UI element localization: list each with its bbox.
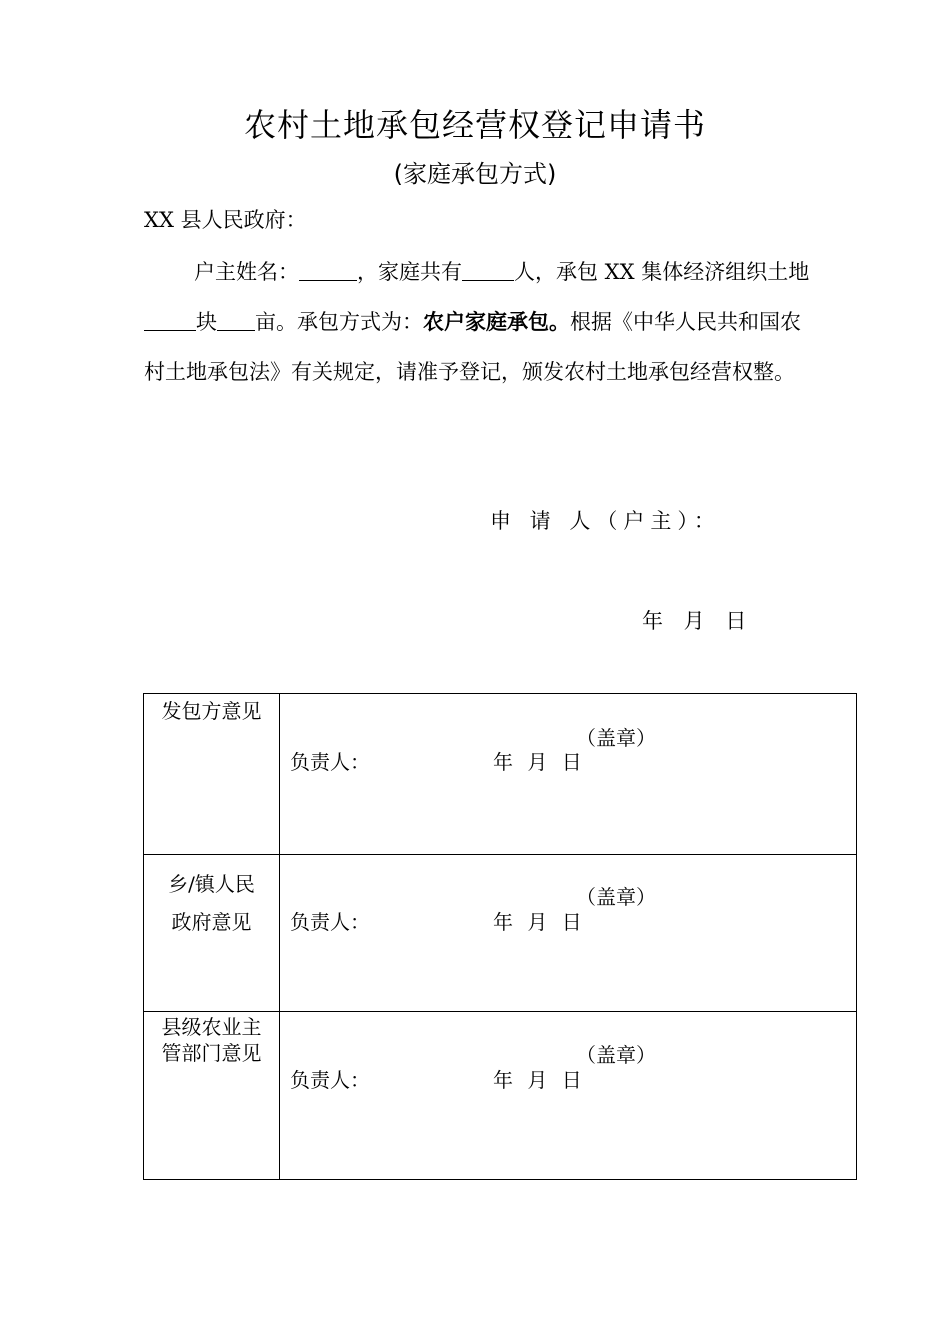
plot-count-blank[interactable]	[144, 310, 196, 331]
opinion-label: 县级农业主管部门意见	[144, 1012, 280, 1180]
family-members-blank[interactable]	[462, 260, 514, 281]
opinion-label: 发包方意见	[144, 694, 280, 855]
body-text-3: 人，承包 XX 集体经济组织土地	[514, 260, 810, 284]
body-text-2: ，家庭共有	[357, 260, 462, 284]
household-head-name-blank[interactable]	[299, 260, 357, 281]
body-text-7: 根据《中华人民共和国农村土地承包法》有关规定，请准予登记，颁发农村土地承包经营权整。	[144, 310, 801, 384]
contract-method: 农户家庭承包。	[423, 310, 570, 334]
body-text-5: 亩。承包方式为：	[255, 310, 423, 334]
body-text-4: 块	[196, 310, 217, 334]
area-mu-blank[interactable]	[217, 310, 255, 331]
responsible-label: 负责人：	[290, 910, 370, 934]
applicant-signature-label: 申 请 人（户主）：	[490, 509, 721, 533]
application-body	[144, 247, 812, 397]
body-text-1: 户主姓名：	[194, 260, 299, 284]
opinion-cell[interactable]	[280, 1012, 857, 1180]
responsible-label: 负责人：	[290, 750, 370, 774]
seal-label: （盖章）	[576, 885, 656, 909]
responsible-label: 负责人：	[290, 1068, 370, 1092]
addressee: XX 县人民政府：	[144, 208, 307, 232]
opinion-cell[interactable]	[280, 694, 857, 855]
application-date: 年 月 日	[642, 609, 747, 633]
table-row	[144, 855, 857, 1012]
document-subtitle: (家庭承包方式)	[393, 160, 557, 188]
table-row	[144, 694, 857, 855]
opinion-label: 乡/镇人民政府意见	[144, 855, 280, 1012]
table-row	[144, 1012, 857, 1180]
opinions-table	[143, 693, 857, 1180]
seal-label: （盖章）	[576, 726, 656, 750]
seal-label: （盖章）	[576, 1043, 656, 1067]
opinion-cell[interactable]	[280, 855, 857, 1012]
opinion-date: 年 月 日	[493, 750, 582, 774]
opinion-date: 年 月 日	[493, 910, 582, 934]
document-title: 农村土地承包经营权登记申请书	[243, 106, 706, 144]
opinion-date: 年 月 日	[493, 1068, 582, 1092]
